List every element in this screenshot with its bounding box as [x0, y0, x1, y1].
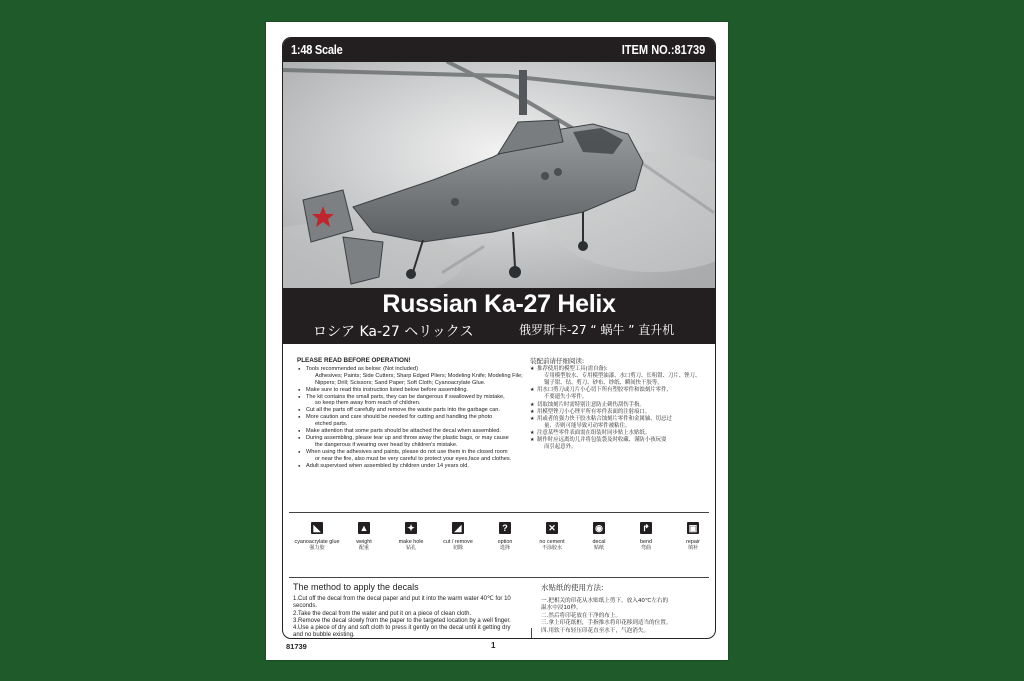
weight-icon: ▲ [359, 523, 369, 533]
instruction-page [266, 22, 728, 660]
warning-item: ● Tools recommended as below: (Not included) Adhesives; Paints; Side Cutters; Sharp Edged Pliers; Modeling Knife; Modeling File; Nippers; Drill; Scissors; Sand Paper; Soft Cloth; Cyanoacrylate Glue. [297, 366, 527, 387]
header-bar [283, 38, 715, 62]
warning-item: ● The kit contains the small parts, they can be dangerous if swallowed by mistake, so keep them away from reach of children. [297, 394, 527, 408]
decal-step: 2.Take the decal from the water and put it on a piece of clean cloth. [293, 610, 472, 617]
decal-step: 二.然后将印花放在干净的布上。 [541, 612, 622, 619]
warning-item: ● Adult supervised when assembled by children under 14 years old. [297, 463, 527, 470]
warning-item: ★ 推荐使用的模型工具(需自备): 专用模型胶水、专用模型油漆、水口剪刀、长咀钳、刀片、锉刀、镊子钳、钻、剪刀、砂布、纱纸、瞬间快干胶等。 [530, 366, 705, 387]
option-icon: ? [499, 522, 511, 534]
decal-step: and no bubble existing. [293, 632, 355, 639]
warning-item: ● Make attention that some parts should be attached the decal when assembled. [297, 428, 527, 435]
make-hole-icon: ✦ [405, 522, 417, 534]
warning-item: ● Make sure to read this instruction listed below before assembling. [297, 387, 527, 394]
warning-item: ● More caution and care should be needed for cutting and handling the photo etched parts. [297, 414, 527, 428]
warning-item: ★ 切取蚀刻片时需特别注意防止刺伤刮伤手指。 [530, 402, 705, 409]
item-number: ITEM NO.:81739 [621, 42, 705, 57]
model-title-chinese: 俄罗斯卡-27 “ 蜗牛 ” 直升机 [519, 323, 675, 337]
warning-item: ★ 用或者的强力快干胶水粘合蚀刻片零件和金属轴、切忌过 量、否则可能导致可动零件被粘住。 [530, 416, 705, 430]
warning-item: ● During assembling, please tear up and throw away the plastic bags, or may cause the dangerous if wearing over head by children's mistake. [297, 435, 527, 449]
decal-icon: ◉ [593, 522, 605, 534]
cyanoacrylate-glue-icon: ◣ [311, 522, 323, 534]
decal-step: 三.拿上印花纸框，手指推水将印花移到适当的位置。 [541, 620, 672, 627]
legend-item: ✦ make hole 钻孔 [398, 523, 424, 551]
decal-heading-chinese: 水贴纸的使用方法: [541, 583, 604, 592]
model-title-japanese: ロシア Ka-27 ヘリックス [313, 324, 474, 340]
legend-item: ↱ bend 弯曲 [640, 523, 652, 551]
footer-item-code: 81739 [286, 642, 307, 651]
page-frame [282, 37, 716, 639]
warning-item: ★ 用水口剪刀或刀片小心切下所有塑胶零件和蚀刻片零件, 不要遗失小零件。 [530, 387, 705, 401]
legend-item: ▣ repair 填补 [686, 523, 700, 551]
warning-item: ● Cut all the parts off carefully and remove the waste parts into the garbage can. [297, 407, 527, 414]
box-art-photo [283, 62, 715, 288]
helicopter-illustration [283, 62, 715, 288]
decal-step: 四.用软干布轻压印花直至水干，气泡消失。 [541, 627, 650, 634]
decal-step: 温水中浸10秒。 [541, 605, 582, 612]
legend-item: ◢ cut / remove 切除 [443, 523, 473, 551]
decal-instructions-chinese [541, 584, 711, 636]
symbol-legend [283, 522, 715, 572]
warning-item: ★ 制作时应远离幼儿并将包装袋及时收藏、谨防小孩玩耍 而引起意外。 [530, 437, 705, 451]
warnings-heading-english: PLEASE READ BEFORE OPERATION! [297, 357, 411, 364]
decal-step: 1.Cut off the decal from the decal paper and put it into the warm water 40℃ for 10 [293, 596, 511, 603]
divider [289, 512, 709, 513]
divider [289, 577, 709, 578]
decal-step: 3.Remove the decal slowly from the paper to the targeted location by a well finger. [293, 617, 511, 624]
repair-icon: ▣ [688, 523, 698, 533]
legend-item: ◉ decal 贴纸 [592, 523, 606, 551]
warnings-english [297, 358, 527, 470]
decal-step: 4.Use a piece of dry and soft cloth to press it gently on the decal until it getting dry [293, 625, 511, 632]
bend-icon: ↱ [640, 522, 652, 534]
decal-instructions-english [293, 584, 533, 639]
decal-step: seconds. [293, 603, 318, 610]
cut-remove-icon: ◢ [452, 522, 464, 534]
warnings-heading-chinese: 装配前请仔细阅读: [530, 357, 585, 365]
legend-item: ✕ no cement 不涂胶水 [539, 523, 565, 551]
title-bar [283, 288, 715, 344]
decal-heading-english: The method to apply the decals [293, 582, 419, 592]
warning-item: ★ 用模型锉刀小心锉平所有零件表面的注射痕口。 [530, 409, 705, 416]
scale-label: 1:48 Scale [291, 42, 343, 57]
warning-item: ★ 注意某些零件表面需在组装时同步贴上水贴纸。 [530, 430, 705, 437]
warning-item: ● When using the adhesives and paints, please do not use them in the closed room or near the fire, also must be very careful to protect your eyes,face and clothes. [297, 449, 527, 463]
model-title-english: Russian Ka-27 Helix [382, 290, 616, 318]
page-number: 1 [491, 641, 496, 650]
no-cement-icon: ✕ [546, 522, 558, 534]
warnings-chinese [530, 358, 705, 451]
column-divider [531, 628, 532, 639]
decal-step: 一.把相关的印花从水贴纸上剪下，放入40℃左右的 [541, 597, 669, 604]
legend-item: ▲ weight 配重 [356, 523, 372, 551]
legend-item: ? option 选择 [497, 523, 513, 551]
legend-item: ◣ cyanoacrylate glue 强力胶 [294, 523, 340, 551]
